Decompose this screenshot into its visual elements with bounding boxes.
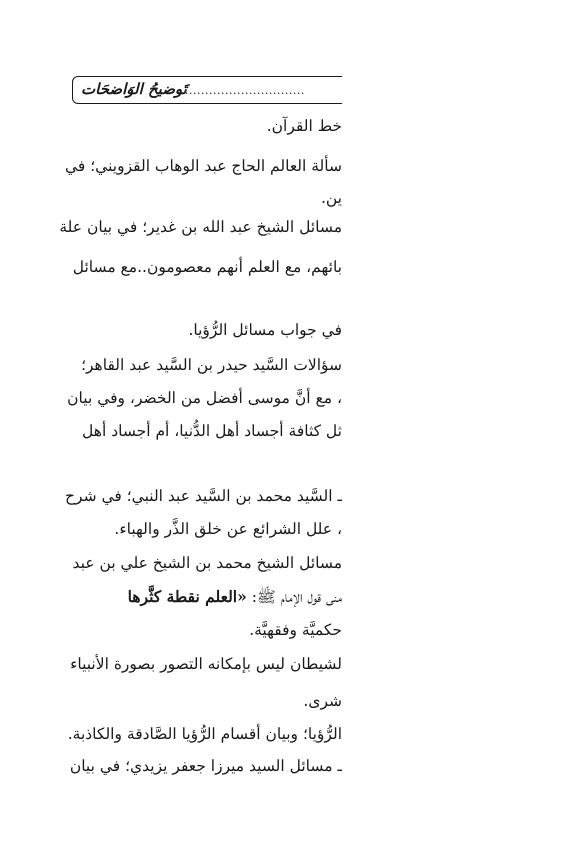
text-line: سألة العالم الحاج عبد الوهاب القزويني؛ في (65, 157, 342, 175)
text-line: شرى. (303, 692, 342, 710)
text-line: ، علل الشرائع عن خلق الذَّر والهباء. (114, 520, 342, 538)
text-line: خط القرآن. (266, 117, 342, 135)
text-line: ثل كثافة أجساد أهل الدُّنيا، أم أجساد أهل (82, 422, 342, 440)
page-body (40, 100, 342, 800)
text-line-bold-quote: «العلم نقطة كثَّرها (127, 587, 247, 606)
text-line-part: منى قول الإمام ﷺ: (246, 588, 342, 606)
text-line: ، مع أنَّ موسى أفضل من الخضر، وفي بيان (67, 389, 342, 407)
text-line: مسائل الشيخ عبد الله بن غدير؛ في بيان علة (59, 218, 342, 236)
text-line: ـ مسائل السيد ميرزا جعفر يزيدي؛ في بيان (69, 757, 342, 775)
text-line: بائهم، مع العلم أنهم معصومون..مع مسائل (72, 258, 342, 276)
text-line: ـ السَّيد محمد بن السَّيد عبد النبي؛ في شرح (65, 487, 342, 505)
text-line: في جواب مسائل الرُّؤيا. (188, 321, 342, 339)
text-line: الرُّؤيا؛ وبيان أقسام الرُّؤيا الصَّادقة والكاذبة. (67, 725, 342, 743)
text-line: سؤالات السَّيد حيدر بن السَّيد عبد القاهر؛ (81, 356, 342, 374)
running-header-leader-dots: ................................ (177, 84, 305, 97)
running-header-title: تَوضيحُ الوَاضحَات (81, 80, 187, 98)
text-line-mixed (128, 586, 342, 608)
text-line: ين. (320, 189, 342, 207)
text-line: لشيطان ليس بإمكانه التصور بصورة الأنبياء (70, 655, 342, 673)
text-line: حكميَّة وفقهيَّة. (249, 621, 342, 639)
text-line: مسائل الشيخ محمد بن الشيخ علي بن عبد (72, 554, 342, 572)
